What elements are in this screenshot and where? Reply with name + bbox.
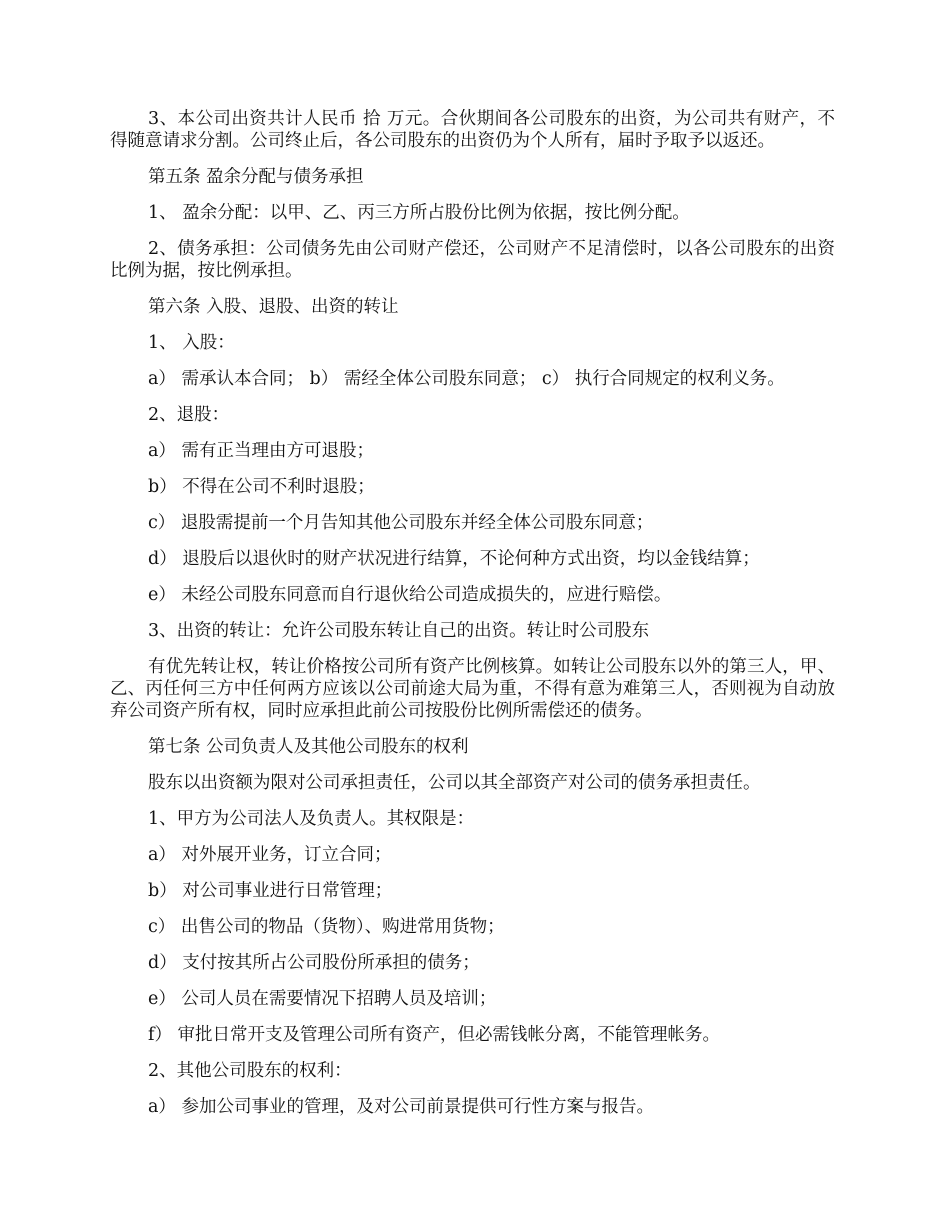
paragraph-transfer-continued: 有优先转让权，转让价格按公司所有资产比例核算。如转让公司股东以外的第三人，甲、乙、丙任何三方中任何两方应该以公司前途大局为重，不得有意为难第三人，否则视为自动放弃公司资产所有权，同时应承担此前公司按股份比例所需偿还的债务。 [110,657,835,721]
paragraph-capital-contribution: 3、本公司出资共计人民币 拾 万元。合伙期间各公司股东的出资，为公司共有财产，不得随意请求分割。公司终止后，各公司股东的出资仍为个人所有，届时予取予以返还。 [110,109,835,151]
article-6-heading: 第六条 入股、退股、出资的转让 [148,297,399,317]
list-item: b） 对公司事业进行日常管理； [148,881,393,901]
paragraph-other-shareholders-rights: 2、其他公司股东的权利： [148,1061,352,1081]
list-item: c） 出售公司的物品（货物）、购进常用货物； [148,917,505,937]
paragraph-joining-conditions: a） 需承认本合同； b） 需经全体公司股东同意； c） 执行合同规定的权利义务。 [148,369,785,389]
paragraph-joining: 1、 入股： [148,333,235,353]
list-item: a） 参加公司事业的管理，及对公司前景提供可行性方案与报告。 [148,1097,654,1117]
paragraph-shareholder-liability: 股东以出资额为限对公司承担责任，公司以其全部资产对公司的债务承担责任。 [148,773,761,793]
list-item: f） 审批日常开支及管理公司所有资产，但必需钱帐分离，不能管理帐务。 [148,1025,721,1045]
list-item: e） 未经公司股东同意而自行退伙给公司造成损失的，应进行赔偿。 [148,585,672,605]
list-item: a） 需有正当理由方可退股； [148,441,374,461]
document-page [110,108,835,1118]
paragraph-party-a-authority: 1、甲方为公司法人及负责人。其权限是： [148,809,475,829]
article-7-heading: 第七条 公司负责人及其他公司股东的权利 [148,737,469,757]
list-item: d） 退股后以退伙时的财产状况进行结算，不论何种方式出资，均以金钱结算； [148,549,760,569]
list-item: c） 退股需提前一个月告知其他公司股东并经全体公司股东同意； [148,513,654,533]
list-item: b） 不得在公司不利时退股； [148,477,375,497]
paragraph-debt-bearing: 2、债务承担：公司债务先由公司财产偿还，公司财产不足清偿时，以各公司股东的出资比例为据，按比例承担。 [110,239,835,281]
list-item: a） 对外展开业务，订立合同； [148,845,392,865]
paragraph-withdrawal: 2、退股： [148,405,230,425]
article-5-heading: 第五条 盈余分配与债务承担 [148,167,364,187]
paragraph-profit-distribution: 1、 盈余分配：以甲、乙、丙三方所占股份比例为依据，按比例分配。 [148,203,690,223]
list-item: e） 公司人员在需要情况下招聘人员及培训； [148,989,497,1009]
paragraph-transfer: 3、出资的转让：允许公司股东转让自己的出资。转让时公司股东 [148,621,650,641]
list-item: d） 支付按其所占公司股份所承担的债务； [148,953,480,973]
